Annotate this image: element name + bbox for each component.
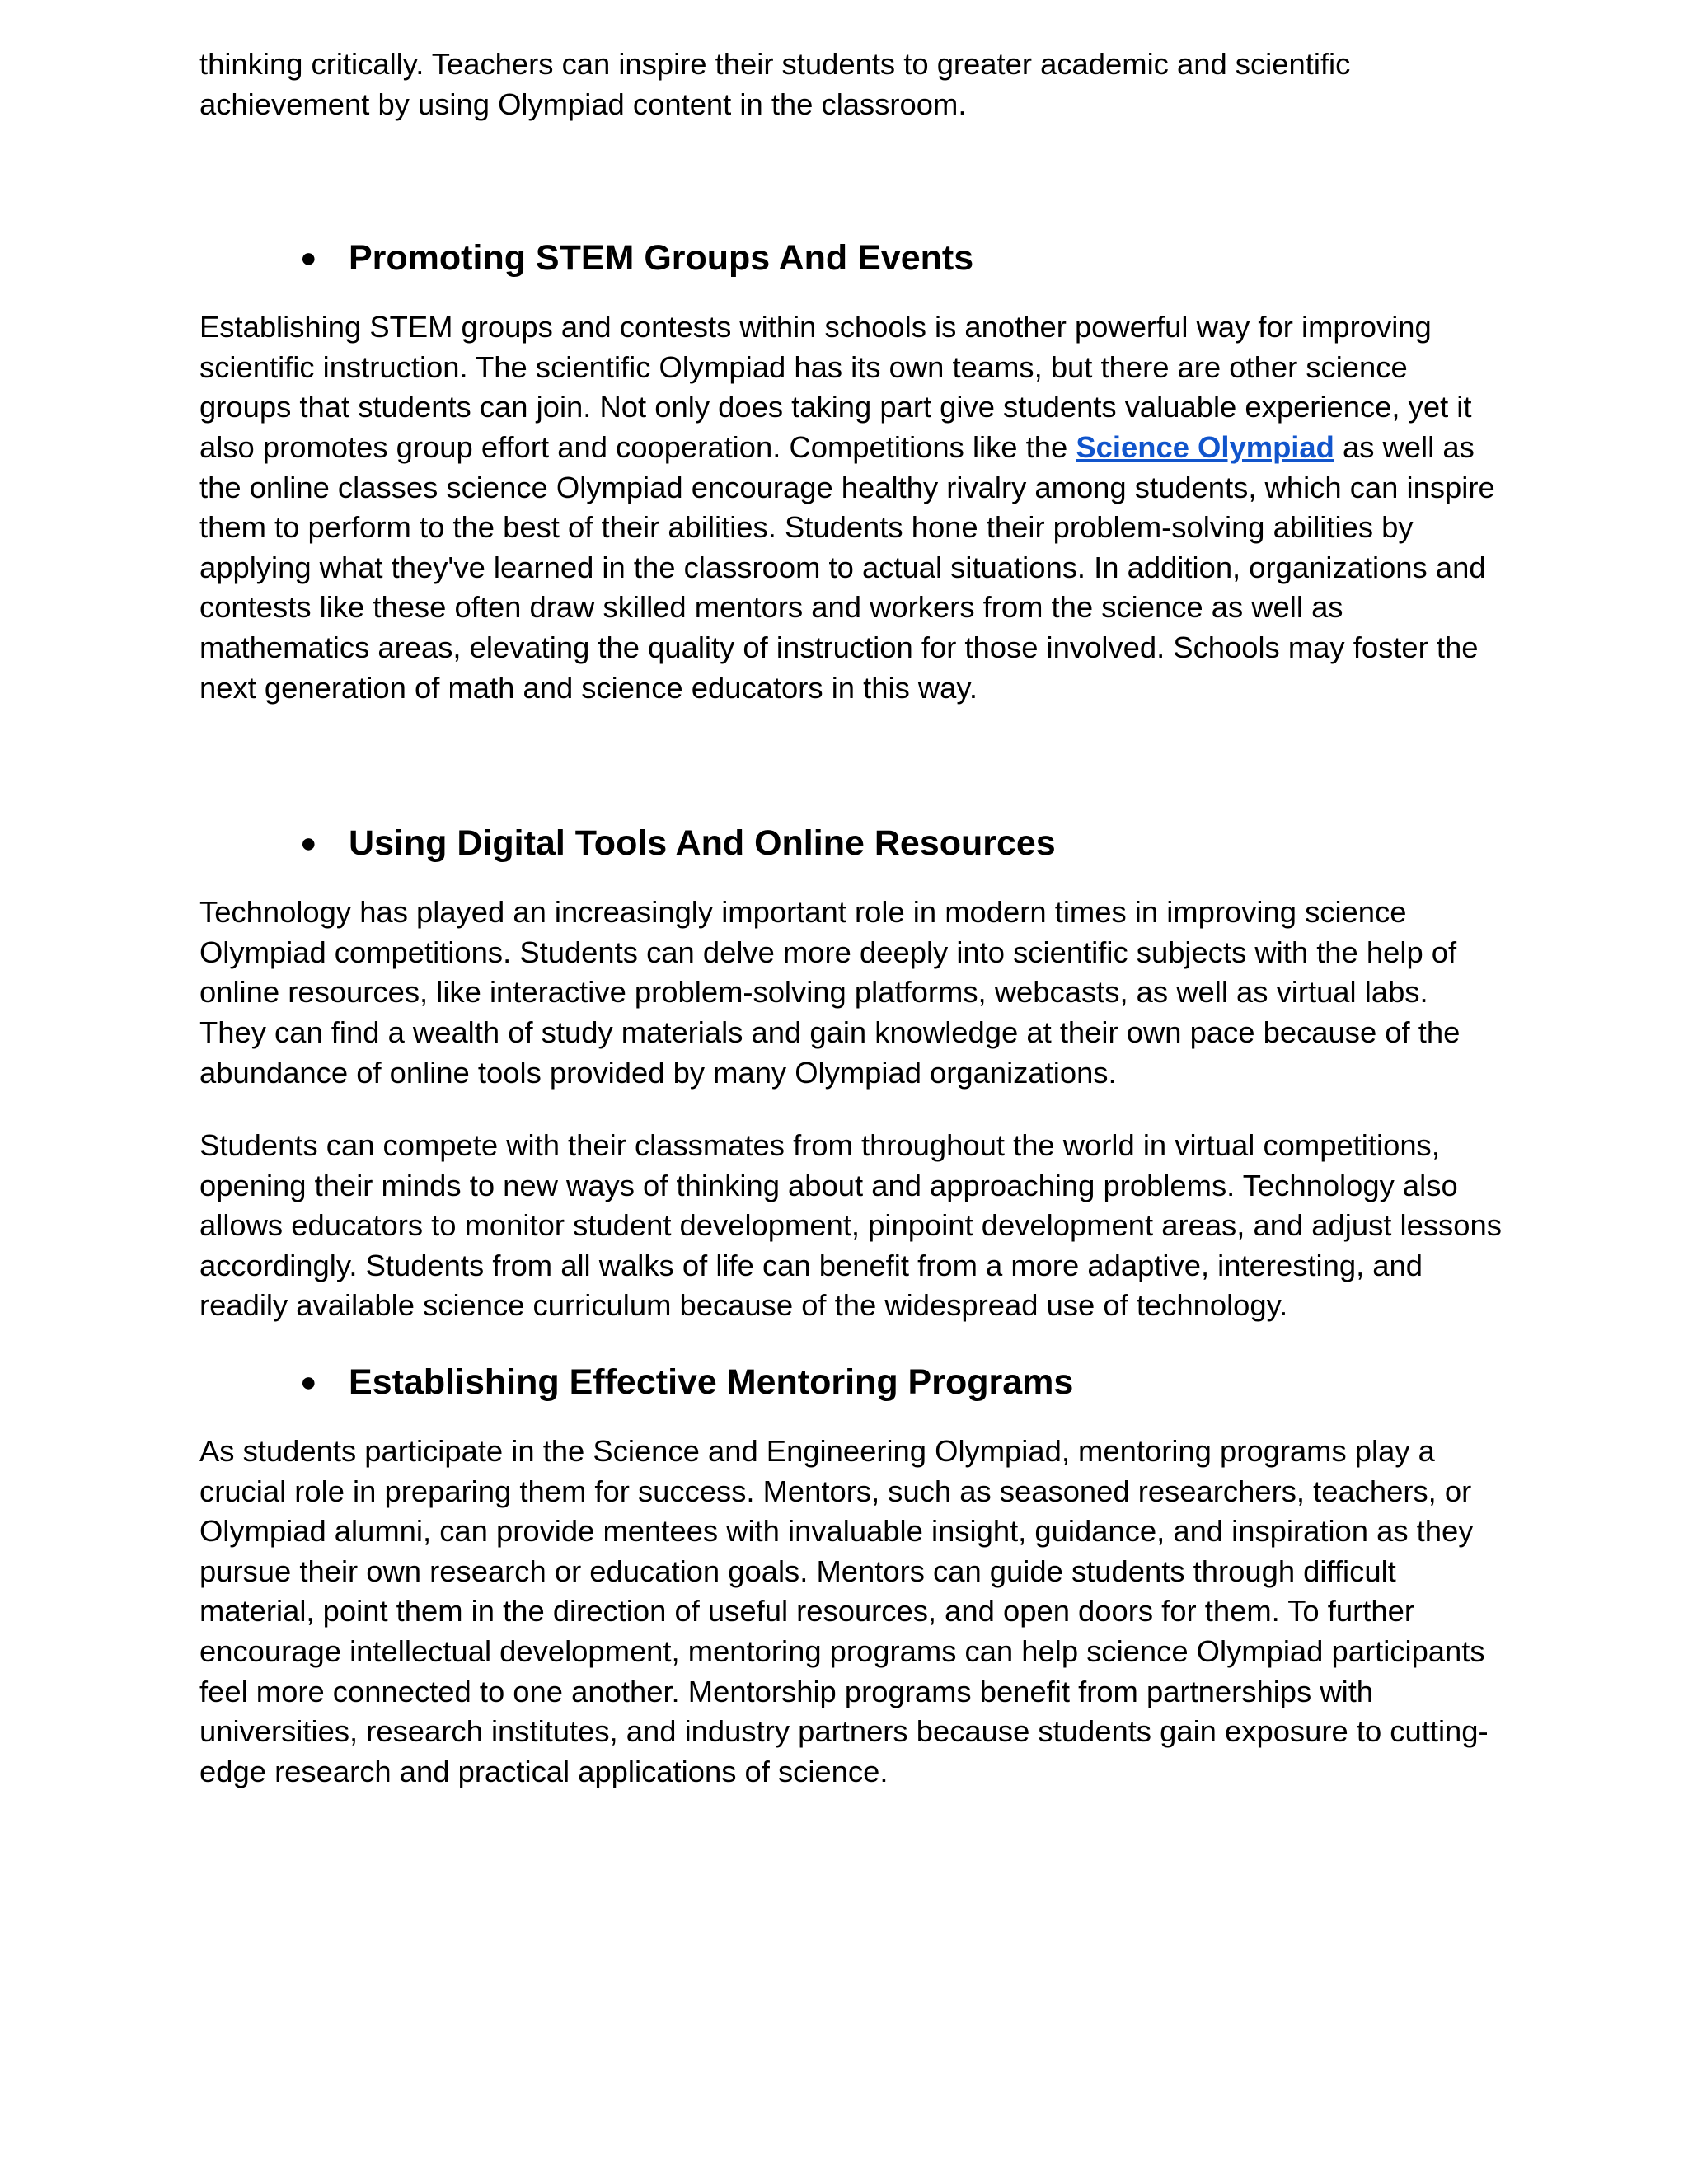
intro-paragraph: thinking critically. Teachers can inspire their students to greater academic and scientific achievement by using Olympiad content in the classroom.	[199, 47, 1351, 121]
science-olympiad-link[interactable]: Science Olympiad	[1076, 429, 1334, 464]
digital-tools-paragraph-1: Technology has played an increasingly important role in modern times in improving science Olympiad competitions. Students can delve more deeply into scientific subjects with the help of online resources, like interactive problem-solving platforms, webcasts, as well as virtual labs. They can find a wealth of study materials and gain knowledge at their own pace because of the abundance of online tools provided by many Olympiad organizations.	[199, 895, 1461, 1090]
section-heading-text: Using Digital Tools And Online Resources	[349, 823, 1056, 864]
document-page	[199, 45, 1502, 1792]
paragraph-text-before-link: Establishing STEM groups and contests within schools is another powerful way for improving scientific instruction. The scientific Olympiad has its own teams, but there are other science groups that students can join. Not only does taking part give students valuable experience, yet it also promotes group effort and cooperation. Competitions like the	[199, 310, 1472, 464]
section-heading-stem-groups	[199, 235, 1502, 281]
section-heading-text: Promoting STEM Groups And Events	[349, 238, 974, 279]
bullet-icon: ●	[300, 827, 317, 860]
stem-groups-paragraph	[199, 307, 1502, 708]
paragraph-text-after-link: as well as the online classes science Olympiad encourage healthy rivalry among students, which can inspire them to perform to the best of their abilities. Students hone their problem-solving abilities by applying what they've learned in the classroom to actual situations. In addition, organizations and contests like these often draw skilled mentors and workers from the science as well as mathematics areas, elevating the quality of instruction for those involved. Schools may foster the next generation of math and science educators in this way.	[199, 429, 1495, 705]
mentoring-paragraph: As students participate in the Science and Engineering Olympiad, mentoring programs play a crucial role in preparing them for success. Mentors, such as seasoned researchers, teachers, or Olympiad alumni, can provide mentees with invaluable insight, guidance, and inspiration as they pursue their own research or education goals. Mentors can guide students through difficult material, point them in the direction of useful resources, and open doors for them. To further encourage intellectual development, mentoring programs can help science Olympiad participants feel more connected to one another. Mentorship programs benefit from partnerships with universities, research institutes, and industry partners because students gain exposure to cutting-edge research and practical applications of science.	[199, 1434, 1489, 1788]
bullet-icon: ●	[300, 242, 317, 274]
section-heading-text: Establishing Effective Mentoring Programs	[349, 1362, 1074, 1403]
section-heading-mentoring	[199, 1359, 1502, 1405]
bullet-icon: ●	[300, 1366, 317, 1399]
digital-tools-paragraph-2: Students can compete with their classmates from throughout the world in virtual competitions, opening their minds to new ways of thinking about and approaching problems. Technology also allows educators to monitor student development, pinpoint development areas, and adjust lessons accordingly. Students from all walks of life can benefit from a more adaptive, interesting, and readily available science curriculum because of the widespread use of technology.	[199, 1128, 1502, 1323]
section-heading-digital-tools	[199, 820, 1502, 866]
